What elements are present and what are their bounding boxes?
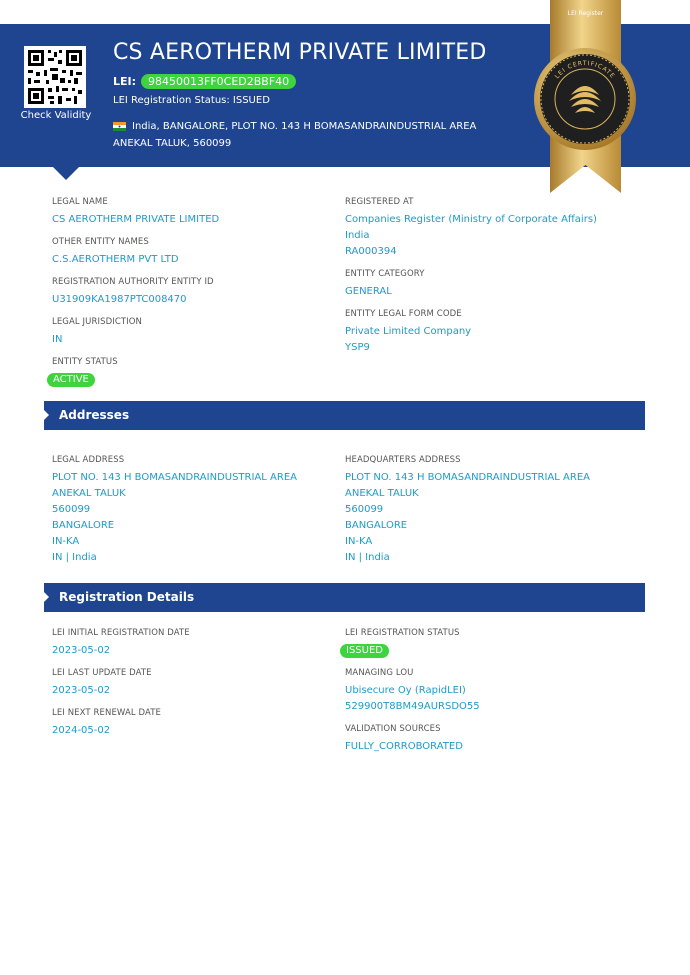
legal-form-value: [345, 324, 471, 356]
legal-address-line: PLOT NO. 143 H BOMASANDRAINDUSTRIAL AREA: [52, 472, 297, 483]
hq-address-line: PLOT NO. 143 H BOMASANDRAINDUSTRIAL AREA: [345, 472, 590, 483]
ra-entity-id-field: [52, 277, 214, 308]
lei-registration-status-field: [345, 628, 460, 658]
legal-name-value: CS AEROTHERM PRIVATE LIMITED: [52, 214, 220, 225]
entity-category-value: GENERAL: [345, 286, 392, 297]
hq-address-label: HEADQUARTERS ADDRESS: [345, 455, 461, 465]
registered-at-label: REGISTERED AT: [345, 197, 414, 207]
other-names-value: C.S.AEROTHERM PVT LTD: [52, 254, 179, 265]
hq-address-line: IN-KA: [345, 536, 373, 547]
check-validity-link[interactable]: Check Validity: [20, 110, 92, 121]
entity-status-label: ENTITY STATUS: [52, 357, 118, 367]
legal-name-label: LEGAL NAME: [52, 197, 108, 207]
next-renewal-field: [52, 708, 161, 739]
next-renewal-value: 2024-05-02: [52, 725, 111, 736]
addresses-section-header: [44, 401, 645, 430]
validation-sources-label: VALIDATION SOURCES: [345, 724, 441, 734]
lei-code-badge: 98450013FF0CED2BBF40: [141, 74, 296, 89]
ra-entity-id-label: REGISTRATION AUTHORITY ENTITY ID: [52, 277, 214, 287]
jurisdiction-field: [52, 317, 142, 348]
validation-sources-field: [345, 724, 463, 755]
lei-registration-status-label: LEI REGISTRATION STATUS: [345, 628, 460, 638]
hq-address-line: 560099: [345, 504, 384, 515]
ribbon-label: LEI Register: [567, 10, 604, 17]
jurisdiction-value: IN: [52, 334, 63, 345]
registration-section-header: [44, 583, 645, 612]
company-title: CS AEROTHERM PRIVATE LIMITED: [113, 40, 487, 65]
header-notch: [52, 166, 80, 180]
jurisdiction-label: LEGAL JURISDICTION: [52, 317, 143, 327]
legal-address-field: [52, 455, 297, 566]
legal-form-field: [345, 309, 471, 356]
entity-status-badge: ACTIVE: [47, 373, 95, 387]
hq-address-line: ANEKAL TALUK: [345, 488, 419, 499]
ra-entity-id-value: U31909KA1987PTC008470: [52, 294, 187, 305]
registered-at-line: India: [345, 230, 370, 241]
registered-at-field: [345, 197, 597, 260]
hq-address-line: IN | India: [345, 552, 390, 563]
entity-status-field: [52, 357, 118, 387]
initial-registration-label: LEI INITIAL REGISTRATION DATE: [52, 628, 190, 638]
managing-lou-line: 529900T8BM49AURSDO55: [345, 701, 480, 712]
entity-category-label: ENTITY CATEGORY: [345, 269, 425, 279]
registered-at-value: [345, 212, 597, 260]
legal-address-value: [52, 470, 297, 566]
legal-address-line: IN-KA: [52, 536, 80, 547]
legal-form-label: ENTITY LEGAL FORM CODE: [345, 309, 462, 319]
hq-address-value: [345, 470, 590, 566]
legal-address-line: 560099: [52, 504, 91, 515]
india-flag-icon: [113, 122, 126, 131]
initial-registration-field: [52, 628, 190, 659]
lei-row: [113, 74, 296, 89]
header-address-line2: ANEKAL TALUK, 560099: [113, 138, 232, 149]
lei-certificate-seal-icon: [533, 47, 637, 151]
legal-form-line: YSP9: [345, 342, 370, 353]
last-update-value: 2023-05-02: [52, 685, 111, 696]
registration-title: Registration Details: [59, 590, 195, 604]
hq-address-field: [345, 455, 590, 566]
last-update-field: [52, 668, 152, 699]
next-renewal-label: LEI NEXT RENEWAL DATE: [52, 708, 162, 718]
legal-address-label: LEGAL ADDRESS: [52, 455, 125, 465]
last-update-label: LEI LAST UPDATE DATE: [52, 668, 152, 678]
other-names-label: OTHER ENTITY NAMES: [52, 237, 149, 247]
qr-code-icon[interactable]: [24, 46, 86, 108]
validation-sources-value: FULLY_CORROBORATED: [345, 741, 463, 752]
legal-address-line: ANEKAL TALUK: [52, 488, 126, 499]
managing-lou-line: Ubisecure Oy (RapidLEI): [345, 685, 466, 696]
legal-form-line: Private Limited Company: [345, 326, 472, 337]
entity-category-field: [345, 269, 425, 300]
managing-lou-label: MANAGING LOU: [345, 668, 414, 678]
managing-lou-value: [345, 683, 480, 715]
registration-status-text: LEI Registration Status: ISSUED: [113, 95, 270, 106]
registered-at-line: Companies Register (Ministry of Corporate Affairs): [345, 214, 597, 225]
addresses-title: Addresses: [59, 408, 130, 422]
hq-address-line: BANGALORE: [345, 520, 408, 531]
other-names-field: [52, 237, 179, 268]
legal-name-field: [52, 197, 219, 228]
managing-lou-field: [345, 668, 480, 715]
header-address-line1: [113, 121, 476, 132]
initial-registration-value: 2023-05-02: [52, 645, 111, 656]
legal-address-line: IN | India: [52, 552, 97, 563]
legal-address-line: BANGALORE: [52, 520, 115, 531]
registered-at-line: RA000394: [345, 246, 397, 257]
header-address-text: India, BANGALORE, PLOT NO. 143 H BOMASANDRAINDUSTRIAL AREA: [132, 121, 477, 132]
lei-registration-status-badge: ISSUED: [340, 644, 389, 658]
lei-label: LEI:: [113, 75, 137, 88]
seal-text: LEI CERTIFICATE: [553, 59, 617, 81]
